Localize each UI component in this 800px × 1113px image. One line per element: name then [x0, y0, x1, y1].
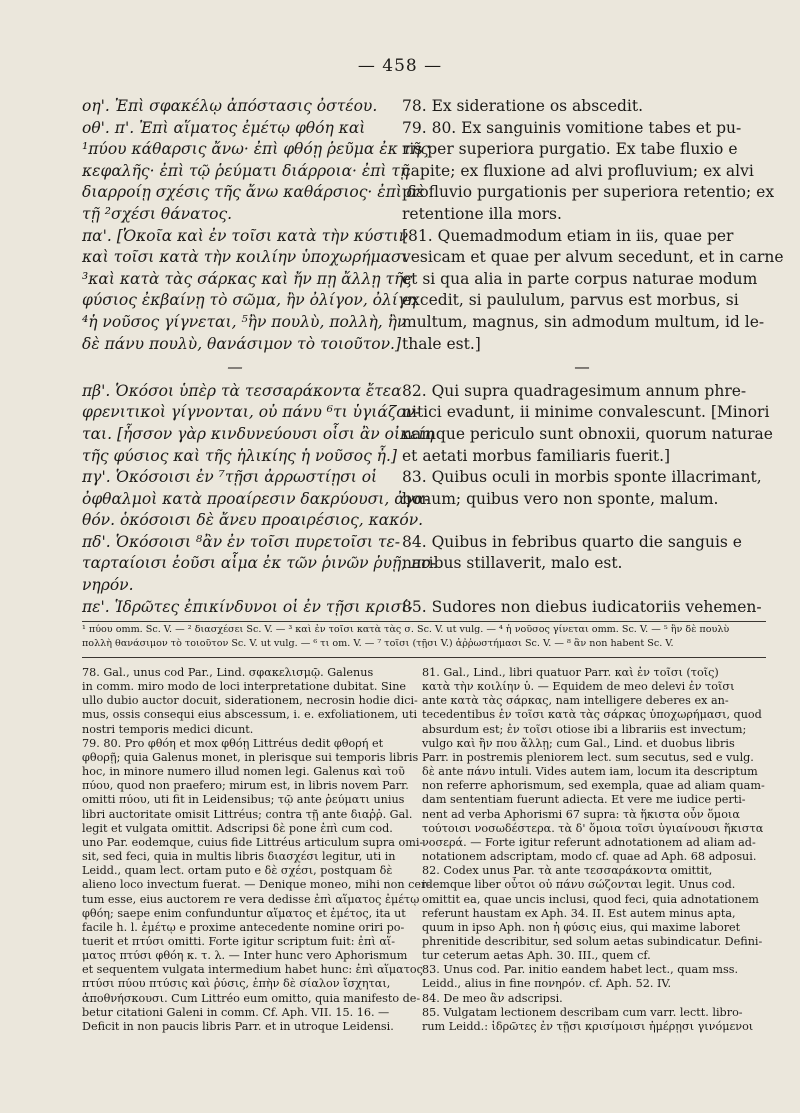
note-line: πτύσι πύου πτύσις καὶ ῥύσις, ἐπὴν δὲ σίαλον ἴσχηται,: [82, 977, 391, 991]
latin-line: excedit, si paululum, parvus est morbus, si: [402, 291, 739, 310]
note-line: libri auctoritate omisit Littréus; contra τῇ ante διαῤῥ. Gal.: [82, 807, 413, 821]
greek-line: πε'. Ἱδρῶτες ἐπικίνδυνοι οἱ ἐν τῇσι κρισί-: [82, 597, 413, 616]
latin-line: [402, 575, 764, 597]
note-line: Parr. in postremis pleniorem lect. sum secutus, sed e vulg.: [422, 750, 754, 764]
note-line: vulgo καὶ ἢν που ἄλλῃ; cum Gal., Lind. et duobus libris: [422, 736, 735, 750]
greek-line: οθ'. π'. Ἐπὶ αἵματος ἐμέτῳ φθόη καὶ: [82, 118, 366, 137]
note-line: ματος πτύσι φθόη κ. τ. λ. — Inter hunc vero Aphorismum: [82, 949, 408, 963]
note-line: nostri temporis medici dicunt.: [82, 722, 254, 736]
latin-line: namque periculo sunt obnoxii, quorum naturae: [402, 424, 773, 443]
greek-line: ὀφθαλμοὶ κατὰ προαίρεσιν δακρύουσι, ἀγα-: [82, 489, 430, 508]
note-line: alieno loco invectum fuerat. — Denique moneo, mihi non cer-: [82, 878, 431, 892]
latin-line: 82. Qui supra quadragesimum annum phre-: [402, 381, 747, 400]
note-line: hoc, in minore numero illud nomen legi. Galenus καὶ τοῦ: [82, 765, 405, 779]
note-line: Leidd., quam lect. ortam puto e δὲ σχέσι, postquam δὲ: [82, 864, 393, 878]
note-line: 82. Codex unus Par. τὰ ante τεσσαράκοντα omittit,: [422, 864, 713, 878]
latin-line: 84. Quibus in febribus quarto die sanguis e: [402, 532, 742, 551]
note-line: rum Leidd.: ἱδρῶτες ἐν τῇσι κρισίμοισι ἡμέρῃσι γινόμενοι: [422, 1019, 754, 1033]
footnote-line: πολλὴ θανάσιμον τὸ τοιοῦτον Sc. V. ut vulg. — ⁶ τι om. V. — ⁷ τοῖσι (τῇσι V.) ἀῤῥωστήμασι Sc. V. — ⁸ ἂν non habent Sc. V.: [82, 638, 674, 649]
note-line: tum esse, eius auctorem re vera dedisse ἐπὶ αἵματος ἐμέτῳ: [82, 892, 420, 906]
note-line: non referre aphorismum, sed exempla, quae ad aliam quam-: [422, 779, 765, 793]
greek-line: πβ'. Ὁκόσοι ὑπὲρ τὰ τεσσαράκοντα ἔτεα: [82, 381, 402, 400]
note-line: legit et vulgata omittit. Adscripsi δὲ pone ἐπὶ cum cod.: [82, 821, 393, 835]
greek-line: θόν. ὁκόσοισι δὲ ἄνευ προαιρέσιος, κακόν.: [82, 511, 424, 530]
note-line: νοσερά. — Forte igitur referunt adnotationem ad aliam ad-: [422, 835, 756, 849]
commentary-left: [82, 666, 431, 1034]
greek-line: καὶ τοῖσι κατὰ τὴν κοιλίην ὑποχωρήμασι: [82, 248, 408, 267]
note-line: quum in ipso Aph. non ἡ φύσις eius, qui maxime laboret: [422, 920, 741, 934]
latin-line: profluvio purgationis per superiora retentio; ex: [402, 183, 775, 202]
latin-line: nitici evadunt, ii minime convalescunt. [Minori: [402, 403, 770, 422]
note-line: facile h. l. ἐμέτῳ e proxime antecedente nomine oriri po-: [82, 920, 405, 934]
note-line: nent ad verba Aphorismi 67 supra: τὰ ἥκιστα οὖν ὅμοια: [422, 807, 740, 821]
note-line: δὲ ante πάνυ intuli. Vides autem iam, locum ita descriptum: [422, 765, 758, 779]
footnote-divider: [82, 621, 766, 622]
note-line: κατὰ τὴν κοιλίην ὑ. — Equidem de meo delevi ἐν τοῖσι: [422, 680, 735, 694]
latin-line: [402, 510, 764, 532]
greek-line: πγ'. Ὁκόσοισι ἐν ⁷τῇσι ἀρρωστίῃσι οἱ: [82, 468, 378, 487]
greek-line: πδ'. Ὁκόσοισι ⁸ἂν ἐν τοῖσι πυρετοῖσι τε-: [82, 532, 401, 551]
note-line: ante κατὰ τὰς σάρκας, nam intelligere deberes ex an-: [422, 694, 729, 708]
greek-line: οη'. Ἐπὶ σφακέλῳ ἀπόστασις ὀστέου.: [82, 97, 378, 115]
note-line: absurdum est; ἐν τοῖσι otiose ibi a librariis est invectum;: [422, 722, 747, 736]
latin-line: multum, magnus, sin admodum multum, id le-: [402, 312, 765, 331]
note-line: Deficit in non paucis libris Parr. et in utroque Leidensi.: [82, 1019, 394, 1033]
greek-line: πα'. [Ὁκοῖα καὶ ἐν τοῖσι κατὰ τὴν κύστιν: [82, 226, 409, 245]
latin-line: capite; ex fluxione ad alvi profluvium; ex alvi: [402, 161, 754, 180]
greek-line: ταρταίοισι ἐοῦσι αἷμα ἐκ τῶν ῥινῶν ῥυῇ, πο-: [82, 554, 436, 573]
commentary-right: [422, 666, 766, 1034]
greek-line: φρενιτικοὶ γίγνονται, οὐ πάνυ ⁶τι ὑγιάζον-: [82, 403, 421, 422]
note-line: dam sententiam fuerunt adiecta. Et vere me iudice perti-: [422, 793, 746, 807]
greek-line: ¹πύου κάθαρσις ἄνω· ἐπὶ φθόῃ ῥεῦμα ἐκ τῆς: [82, 140, 430, 159]
note-line: 81. Gal., Lind., libri quatuor Parr. καὶ ἐν τοῖσι (τοῖς): [422, 666, 719, 679]
latin-line: 85. Sudores non diebus iudicatoriis vehemen-: [402, 597, 762, 616]
footnote-line: ¹ πύου omm. Sc. V. — ² διασχέσει Sc. V. — ³ καὶ ἐν τοῖσι κατὰ τὰς σ. Sc. V. ut vulg. — ⁴ ἡ νοῦσος γίνεται omm. Sc. V. — ⁵ ἢν δὲ πουλὺ: [82, 624, 730, 635]
section-separator: —: [574, 358, 592, 377]
greek-line: κεφαλῆς· ἐπὶ τῷ ῥεύματι διάρροια· ἐπὶ τῇ: [82, 161, 410, 180]
note-line: tecedentibus ἐν τοῖσι κατὰ τὰς σάρκας ὑποχωρήμασι, quod: [422, 708, 762, 722]
note-line: omitti πύου, uti fit in Leidensibus; τῷ ante ῥεύματι unius: [82, 793, 405, 807]
greek-line: τῇ ²σχέσι θάνατος.: [82, 204, 233, 223]
greek-line: νηρόν.: [82, 576, 134, 595]
latin-line: vesicam et quae per alvum secedunt, et in carne: [402, 248, 784, 267]
latin-line: 79. 80. Ex sanguinis vomitione tabes et pu-: [402, 118, 742, 137]
page-number: — 458 —: [357, 56, 443, 76]
latin-line: et aetati morbus familiaris fuerit.]: [402, 446, 671, 465]
section-separator: —: [227, 358, 245, 377]
greek-text-column: [82, 96, 436, 618]
note-line: idemque liber οὗτοι οὐ πάνυ σώζονται legit. Unus cod.: [422, 878, 736, 892]
greek-line: δὲ πάνυ πουλὺ, θανάσιμον τὸ τοιοῦτον.]: [82, 334, 402, 353]
note-line: sit, sed feci, quia in multis libris διασχέσι legitur, uti in: [82, 850, 396, 864]
note-line: referunt haustam ex Aph. 34. II. Est autem minus apta,: [422, 906, 736, 920]
note-line: φθορῇ; quia Galenus monet, in plerisque sui temporis libris: [82, 750, 419, 764]
latin-text-column: [402, 96, 784, 618]
note-line: tur ceterum aetas Aph. 30. III., quem cf.: [422, 949, 651, 963]
greek-line: τῆς φύσιος καὶ τῆς ἡλικίης ἡ νοῦσος ἦ.]: [82, 446, 397, 465]
latin-line: 78. Ex sideratione os abscedit.: [402, 97, 644, 115]
note-line: ἀποθνήσκουσι. Cum Littréo eum omitto, quia manifesto de-: [82, 991, 421, 1005]
note-line: 83. Unus cod. Par. initio eandem habet lect., quam mss.: [422, 963, 739, 977]
note-line: 84. De meo ἂν adscripsi.: [422, 991, 563, 1005]
note-line: ullo dubio auctor docuit, siderationem, necrosin hodie dici-: [82, 694, 418, 708]
note-line: uno Par. eodemque, cuius fide Littréus articulum supra omi-: [82, 835, 424, 849]
latin-line: ris per superiora purgatio. Ex tabe fluxio e: [402, 140, 738, 159]
latin-line: naribus stillaverit, malo est.: [402, 554, 623, 573]
greek-line: διαρροίῃ σχέσις τῆς ἄνω καθάρσιος· ἐπὶ δὲ: [82, 183, 425, 202]
note-line: et sequentem vulgata intermedium habet hunc: ἐπὶ αἵματος: [82, 963, 423, 977]
note-line: phrenitide describitur, sed solum aetas subindicatur. Defini-: [422, 934, 763, 948]
note-line: mus, ossis consequi eius abscessum, i. e. exfoliationem, uti: [82, 708, 418, 722]
latin-line: thale est.]: [402, 334, 481, 353]
note-line: omittit ea, quae uncis inclusi, quod feci, quia adnotationem: [422, 892, 759, 906]
note-line: 85. Vulgatam lectionem describam cum varr. lectt. libro-: [422, 1005, 743, 1019]
greek-line: φύσιος ἐκβαίνῃ τὸ σῶμα, ἢν ὀλίγον, ὀλίγη: [82, 291, 417, 310]
latin-line: retentione illa mors.: [402, 204, 562, 223]
note-line: Leidd., alius in fine πονηρόν. cf. Aph. 52. IV.: [422, 977, 672, 991]
note-line: τούτοισι νοσωδέστερα. τὰ δ' ὅμοια τοῖσι ὑγιαίνουσι ἥκιστα: [422, 821, 764, 835]
greek-line: ³καὶ κατὰ τὰς σάρκας καὶ ἤν πῃ ἄλλῃ τῆς: [82, 269, 413, 288]
note-line: φθόη; saepe enim confunduntur αἵματος et ἐμέτος, ita ut: [82, 906, 406, 920]
note-line: 79. 80. Pro φθόη et mox φθόῃ Littréus dedit φθορή et: [82, 736, 384, 750]
latin-line: [81. Quemadmodum etiam in iis, quae per: [402, 226, 734, 245]
latin-line: bonum; quibus vero non sponte, malum.: [402, 489, 719, 508]
note-line: 78. Gal., unus cod Par., Lind. σφακελισμῷ. Galenus: [82, 666, 374, 679]
note-line: tuerit et πτύσι omitti. Forte igitur scriptum fuit: ἐπὶ αἵ-: [82, 934, 396, 948]
note-line: notationem adscriptam, modo cf. quae ad Aph. 68 adposui.: [422, 850, 757, 864]
latin-line: 83. Quibus oculi in morbis sponte illacrimant,: [402, 468, 762, 487]
note-line: betur citationi Galeni in comm. Cf. Aph. VII. 15. 16. —: [82, 1005, 390, 1019]
note-line: in comm. miro modo de loci interpretatione dubitat. Sine: [82, 680, 407, 694]
latin-line: et si qua alia in parte corpus naturae modum: [402, 269, 758, 288]
greek-line: ⁴ἡ νοῦσος γίγνεται, ⁵ἢν πουλὺ, πολλὴ, ἢν: [82, 312, 407, 331]
note-line: πύου, quod non praefero; mirum est, in libris novem Parr.: [82, 779, 409, 793]
greek-line: ται. [ἧσσον γὰρ κινδυνεύουσι οἷσι ἂν οἰκείη: [82, 424, 434, 443]
notes-divider: [82, 657, 766, 658]
